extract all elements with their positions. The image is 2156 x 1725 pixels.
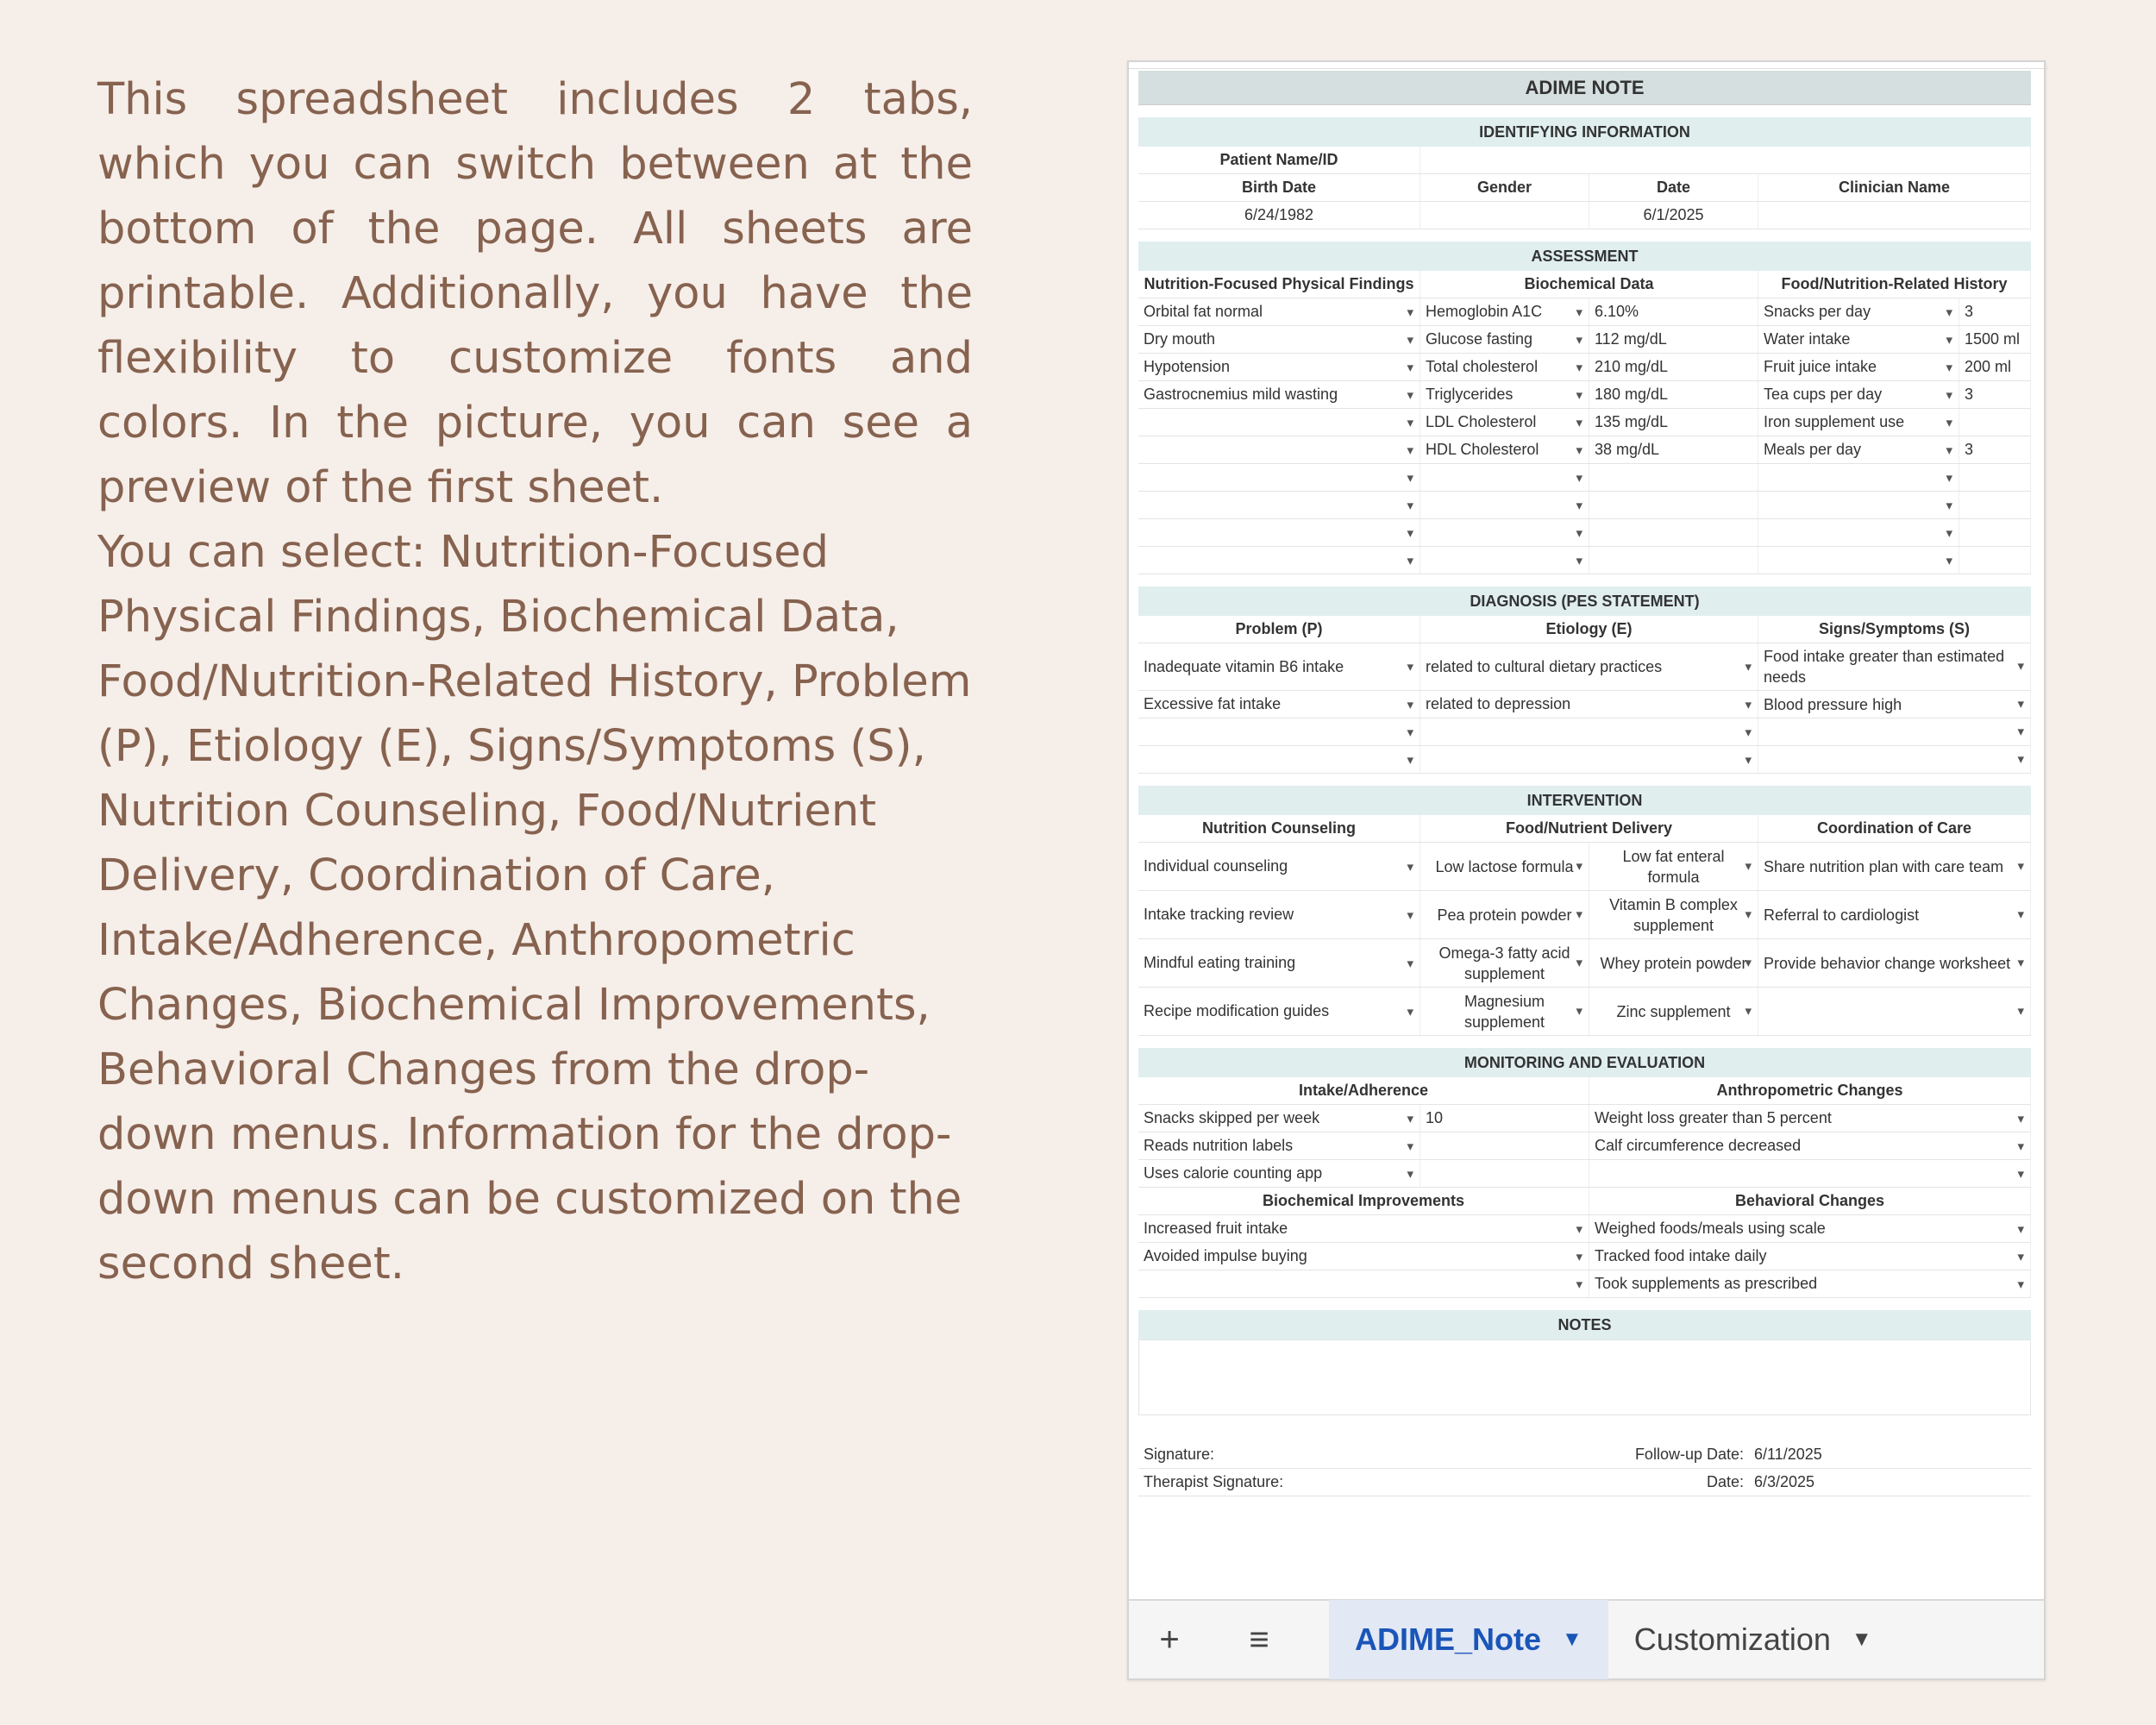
diagnosis-col-etiology: Etiology (E) xyxy=(1420,616,1758,643)
identifying-header-row xyxy=(1138,174,2031,202)
history-item-dropdown[interactable] xyxy=(1758,519,1959,546)
delivery-dropdown-2[interactable]: Vitamin B complex supplement ▾ xyxy=(1589,891,1758,938)
sheet-tab-bar xyxy=(1129,1599,2044,1678)
biochemical-test-dropdown[interactable]: Triglycerides ▾ xyxy=(1420,381,1589,408)
section-monitoring: MONITORING AND EVALUATION xyxy=(1138,1048,2031,1077)
chevron-down-icon[interactable]: ▼ xyxy=(1851,1628,1872,1651)
section-diagnosis: DIAGNOSIS (PES STATEMENT) xyxy=(1138,586,2031,616)
intervention-row xyxy=(1138,891,2031,939)
physical-finding-dropdown[interactable]: Orbital fat normal ▾ xyxy=(1138,298,1420,325)
description-text xyxy=(97,67,973,1296)
spreadsheet-window xyxy=(1127,60,2046,1680)
assessment-row xyxy=(1138,298,2031,326)
biochemical-behavioral-rows xyxy=(1138,1215,2031,1298)
biochemical-value-cell[interactable] xyxy=(1589,547,1758,574)
diagnosis-row xyxy=(1138,691,2031,718)
improvement-row xyxy=(1138,1215,2031,1243)
assessment-header-row xyxy=(1138,271,2031,298)
tab-adime-note[interactable] xyxy=(1329,1600,1608,1679)
problem-dropdown[interactable]: Inadequate vitamin B6 intake ▾ xyxy=(1138,643,1420,690)
intake-value-cell[interactable] xyxy=(1420,1160,1589,1187)
signature-row xyxy=(1138,1441,2031,1469)
diagnosis-header-row xyxy=(1138,616,2031,643)
intake-dropdown[interactable]: Uses calorie counting app ▾ xyxy=(1138,1160,1420,1187)
signs-dropdown[interactable]: Food intake greater than estimated needs ▾ xyxy=(1758,643,2031,690)
assessment-row xyxy=(1138,464,2031,492)
anthropometric-dropdown[interactable]: Weight loss greater than 5 percent ▾ xyxy=(1589,1105,2031,1132)
diagnosis-col-signs: Signs/Symptoms (S) xyxy=(1758,616,2031,643)
monitoring-col-anthropometric: Anthropometric Changes xyxy=(1589,1077,2031,1104)
physical-finding-dropdown[interactable]: Dry mouth ▾ xyxy=(1138,326,1420,353)
intake-dropdown[interactable]: Snacks skipped per week ▾ xyxy=(1138,1105,1420,1132)
signs-dropdown[interactable] xyxy=(1758,718,2031,745)
intake-value-cell[interactable]: 10 xyxy=(1420,1105,1589,1132)
physical-finding-dropdown[interactable] xyxy=(1138,492,1420,518)
behavioral-change-dropdown[interactable]: Took supplements as prescribed ▾ xyxy=(1589,1270,2031,1297)
therapist-signature-label: Therapist Signature: xyxy=(1144,1473,1284,1490)
behavioral-change-dropdown[interactable]: Weighed foods/meals using scale ▾ xyxy=(1589,1215,2031,1242)
section-assessment: ASSESSMENT xyxy=(1138,242,2031,271)
anthropometric-dropdown[interactable]: Calf circumference decreased ▾ xyxy=(1589,1132,2031,1159)
clinician-cell[interactable] xyxy=(1758,202,2031,229)
intervention-header-row xyxy=(1138,815,2031,843)
history-item-dropdown[interactable] xyxy=(1758,547,1959,574)
etiology-dropdown[interactable]: related to depression ▾ xyxy=(1420,691,1758,718)
assessment-col-biochemical: Biochemical Data xyxy=(1420,271,1758,298)
coordination-dropdown[interactable]: Referral to cardiologist ▾ xyxy=(1758,891,2031,938)
intervention-row xyxy=(1138,939,2031,988)
improvement-header-row xyxy=(1138,1188,2031,1215)
assessment-row xyxy=(1138,409,2031,436)
physical-finding-dropdown[interactable]: Hypotension ▾ xyxy=(1138,354,1420,380)
intervention-rows xyxy=(1138,843,2031,1036)
tab-customization[interactable] xyxy=(1608,1600,1898,1679)
signs-dropdown[interactable] xyxy=(1758,746,2031,773)
identifying-value-row xyxy=(1138,202,2031,229)
assessment-row xyxy=(1138,326,2031,354)
biochemical-value-cell[interactable]: 6.10% xyxy=(1589,298,1758,325)
intervention-row xyxy=(1138,843,2031,891)
history-value-cell[interactable]: 3 xyxy=(1959,298,2031,325)
biochemical-test-dropdown[interactable] xyxy=(1420,492,1589,518)
patient-row xyxy=(1138,147,2031,174)
section-intervention: INTERVENTION xyxy=(1138,786,2031,815)
diagnosis-rows xyxy=(1138,643,2031,774)
counseling-dropdown[interactable]: Individual counseling ▾ xyxy=(1138,843,1420,890)
biochemical-value-cell[interactable]: 180 mg/dL xyxy=(1589,381,1758,408)
delivery-dropdown-2[interactable]: Whey protein powder ▾ xyxy=(1589,939,1758,987)
description-paragraph-1: This spreadsheet includes 2 tabs, which you can switch between at the bottom of the page. All sheets are printable. Additionally, you have the flexibility to customize fonts and colors. In the picture, you can see a preview of the first sheet. xyxy=(97,74,973,513)
behavioral-change-dropdown[interactable]: Tracked food intake daily ▾ xyxy=(1589,1243,2031,1270)
tab-adime-note-label: ADIME_Note xyxy=(1355,1622,1542,1657)
therapist-row xyxy=(1138,1469,2031,1496)
problem-dropdown[interactable] xyxy=(1138,746,1420,773)
history-item-dropdown[interactable]: Iron supplement use ▾ xyxy=(1758,409,1959,436)
section-notes: NOTES xyxy=(1138,1310,2031,1339)
counseling-dropdown[interactable]: Recipe modification guides ▾ xyxy=(1138,988,1420,1035)
physical-finding-dropdown[interactable] xyxy=(1138,464,1420,491)
coordination-dropdown[interactable] xyxy=(1758,988,2031,1035)
delivery-dropdown-2[interactable]: Low fat enteral formula ▾ xyxy=(1589,843,1758,890)
diagnosis-row xyxy=(1138,643,2031,691)
history-item-dropdown[interactable]: Snacks per day ▾ xyxy=(1758,298,1959,325)
biochemical-value-cell[interactable] xyxy=(1589,492,1758,518)
problem-dropdown[interactable] xyxy=(1138,718,1420,745)
history-value-cell[interactable] xyxy=(1959,492,2031,518)
chevron-down-icon[interactable]: ▼ xyxy=(1562,1628,1583,1651)
diagnosis-row xyxy=(1138,718,2031,746)
date-cell[interactable]: 6/1/2025 xyxy=(1589,202,1758,229)
biochemical-value-cell[interactable]: 112 mg/dL xyxy=(1589,326,1758,353)
intervention-col-delivery: Food/Nutrient Delivery xyxy=(1420,815,1758,842)
section-identifying: IDENTIFYING INFORMATION xyxy=(1138,117,2031,147)
signature-label: Signature: xyxy=(1144,1446,1215,1463)
history-value-cell[interactable]: 3 xyxy=(1959,381,2031,408)
biochemical-improvement-dropdown[interactable] xyxy=(1138,1270,1589,1297)
gender-cell[interactable] xyxy=(1420,202,1589,229)
history-item-dropdown[interactable]: Fruit juice intake ▾ xyxy=(1758,354,1959,380)
delivery-dropdown-2[interactable]: Zinc supplement ▾ xyxy=(1589,988,1758,1035)
biochemical-test-dropdown[interactable] xyxy=(1420,547,1589,574)
biochemical-test-dropdown[interactable] xyxy=(1420,464,1589,491)
assessment-row xyxy=(1138,381,2031,409)
physical-finding-dropdown[interactable] xyxy=(1138,409,1420,436)
monitoring-col-intake: Intake/Adherence xyxy=(1138,1077,1589,1104)
monitoring-col-behavioral: Behavioral Changes xyxy=(1589,1188,2031,1214)
biochemical-value-cell[interactable] xyxy=(1589,464,1758,491)
assessment-row xyxy=(1138,492,2031,519)
patient-label: Patient Name/ID xyxy=(1138,147,1420,173)
history-value-cell[interactable]: 3 xyxy=(1959,436,2031,463)
assessment-col-history: Food/Nutrition-Related History xyxy=(1758,271,2031,298)
biochemical-test-dropdown[interactable]: Hemoglobin A1C ▾ xyxy=(1420,298,1589,325)
history-value-cell[interactable]: 1500 ml xyxy=(1959,326,2031,353)
intake-rows xyxy=(1138,1105,2031,1188)
intake-row xyxy=(1138,1132,2031,1160)
delivery-dropdown-1[interactable]: Low lactose formula ▾ xyxy=(1420,843,1589,890)
notes-area[interactable] xyxy=(1138,1339,2031,1415)
date-label: Date xyxy=(1589,174,1758,201)
monitoring-col-biochemical: Biochemical Improvements xyxy=(1138,1188,1589,1214)
physical-finding-dropdown[interactable] xyxy=(1138,519,1420,546)
coordination-dropdown[interactable]: Share nutrition plan with care team ▾ xyxy=(1758,843,2031,890)
etiology-dropdown[interactable]: related to cultural dietary practices ▾ xyxy=(1420,643,1758,690)
intake-row xyxy=(1138,1105,2031,1132)
description-paragraph-2: You can select: Nutrition-Focused Physical Findings, Biochemical Data, Food/Nutrition-Related History, Problem (P), Etiology (E), Signs/Symptoms (S), Nutrition Counseling, Food/Nutrient Delivery, Coordination of Care, Intake/Adherence, Anthropometric Changes, Biochemical Improvements, Behavioral Changes from the drop-down menus. Information for the drop-down menus can be customized on the second sheet. xyxy=(97,527,972,1289)
physical-finding-dropdown[interactable]: Gastrocnemius mild wasting ▾ xyxy=(1138,381,1420,408)
biochemical-improvement-dropdown[interactable]: Increased fruit intake ▾ xyxy=(1138,1215,1589,1242)
coordination-dropdown[interactable]: Provide behavior change worksheet ▾ xyxy=(1758,939,2031,987)
assessment-row xyxy=(1138,436,2031,464)
intervention-col-counseling: Nutrition Counseling xyxy=(1138,815,1420,842)
all-sheets-menu-icon[interactable]: ≡ xyxy=(1249,1620,1269,1659)
assessment-col-physical: Nutrition-Focused Physical Findings xyxy=(1138,271,1420,298)
biochemical-test-dropdown[interactable]: Glucose fasting ▾ xyxy=(1420,326,1589,353)
assessment-rows xyxy=(1138,298,2031,574)
improvement-row xyxy=(1138,1243,2031,1270)
physical-finding-dropdown[interactable] xyxy=(1138,547,1420,574)
delivery-dropdown-1[interactable]: Omega-3 fatty acid supplement ▾ xyxy=(1420,939,1589,987)
history-value-cell[interactable] xyxy=(1959,464,2031,491)
history-value-cell[interactable] xyxy=(1959,409,2031,436)
diagnosis-col-problem: Problem (P) xyxy=(1138,616,1420,643)
assessment-row xyxy=(1138,354,2031,381)
improvement-row xyxy=(1138,1270,2031,1298)
footer-date[interactable]: 6/3/2025 xyxy=(1754,1473,1815,1490)
history-value-cell[interactable]: 200 ml xyxy=(1959,354,2031,380)
intake-dropdown[interactable]: Reads nutrition labels ▾ xyxy=(1138,1132,1420,1159)
biochemical-test-dropdown[interactable] xyxy=(1420,519,1589,546)
tab-customization-label: Customization xyxy=(1633,1622,1831,1657)
intake-value-cell[interactable] xyxy=(1420,1132,1589,1159)
followup-date[interactable]: 6/11/2025 xyxy=(1754,1446,1822,1463)
delivery-dropdown-1[interactable]: Magnesium supplement ▾ xyxy=(1420,988,1589,1035)
history-item-dropdown[interactable]: Water intake ▾ xyxy=(1758,326,1959,353)
history-value-cell[interactable] xyxy=(1959,547,2031,574)
assessment-row xyxy=(1138,547,2031,574)
biochemical-value-cell[interactable] xyxy=(1589,519,1758,546)
problem-dropdown[interactable]: Excessive fat intake ▾ xyxy=(1138,691,1420,718)
clinician-label: Clinician Name xyxy=(1758,174,2031,201)
birth-date-cell[interactable]: 6/24/1982 xyxy=(1138,202,1420,229)
spreadsheet-grid xyxy=(1138,64,2031,1496)
signs-dropdown[interactable]: Blood pressure high ▾ xyxy=(1758,691,2031,718)
assessment-row xyxy=(1138,519,2031,547)
biochemical-value-cell[interactable]: 38 mg/dL xyxy=(1589,436,1758,463)
diagnosis-row xyxy=(1138,746,2031,774)
anthropometric-dropdown[interactable] xyxy=(1589,1160,2031,1187)
delivery-dropdown-1[interactable]: Pea protein powder ▾ xyxy=(1420,891,1589,938)
date-label-footer: Date: xyxy=(1706,1473,1744,1490)
intervention-row xyxy=(1138,988,2031,1036)
followup-label: Follow-up Date: xyxy=(1634,1446,1744,1463)
history-value-cell[interactable] xyxy=(1959,519,2031,546)
intervention-col-coordination: Coordination of Care xyxy=(1758,815,2031,842)
patient-cell[interactable] xyxy=(1420,147,2031,173)
etiology-dropdown[interactable] xyxy=(1420,746,1758,773)
history-item-dropdown[interactable]: Meals per day ▾ xyxy=(1758,436,1959,463)
counseling-dropdown[interactable]: Mindful eating training ▾ xyxy=(1138,939,1420,987)
counseling-dropdown[interactable]: Intake tracking review ▾ xyxy=(1138,891,1420,938)
history-item-dropdown[interactable] xyxy=(1758,492,1959,518)
sheet-title: ADIME NOTE xyxy=(1138,71,2031,105)
etiology-dropdown[interactable] xyxy=(1420,718,1758,745)
biochemical-improvement-dropdown[interactable]: Avoided impulse buying ▾ xyxy=(1138,1243,1589,1270)
biochemical-test-dropdown[interactable]: LDL Cholesterol ▾ xyxy=(1420,409,1589,436)
biochemical-test-dropdown[interactable]: Total cholesterol ▾ xyxy=(1420,354,1589,380)
history-item-dropdown[interactable]: Tea cups per day ▾ xyxy=(1758,381,1959,408)
physical-finding-dropdown[interactable] xyxy=(1138,436,1420,463)
add-sheet-icon[interactable]: + xyxy=(1159,1620,1180,1659)
biochemical-value-cell[interactable]: 210 mg/dL xyxy=(1589,354,1758,380)
birth-label: Birth Date xyxy=(1138,174,1420,201)
intake-row xyxy=(1138,1160,2031,1188)
gender-label: Gender xyxy=(1420,174,1589,201)
biochemical-test-dropdown[interactable]: HDL Cholesterol ▾ xyxy=(1420,436,1589,463)
monitoring-header-row xyxy=(1138,1077,2031,1105)
history-item-dropdown[interactable] xyxy=(1758,464,1959,491)
biochemical-value-cell[interactable]: 135 mg/dL xyxy=(1589,409,1758,436)
